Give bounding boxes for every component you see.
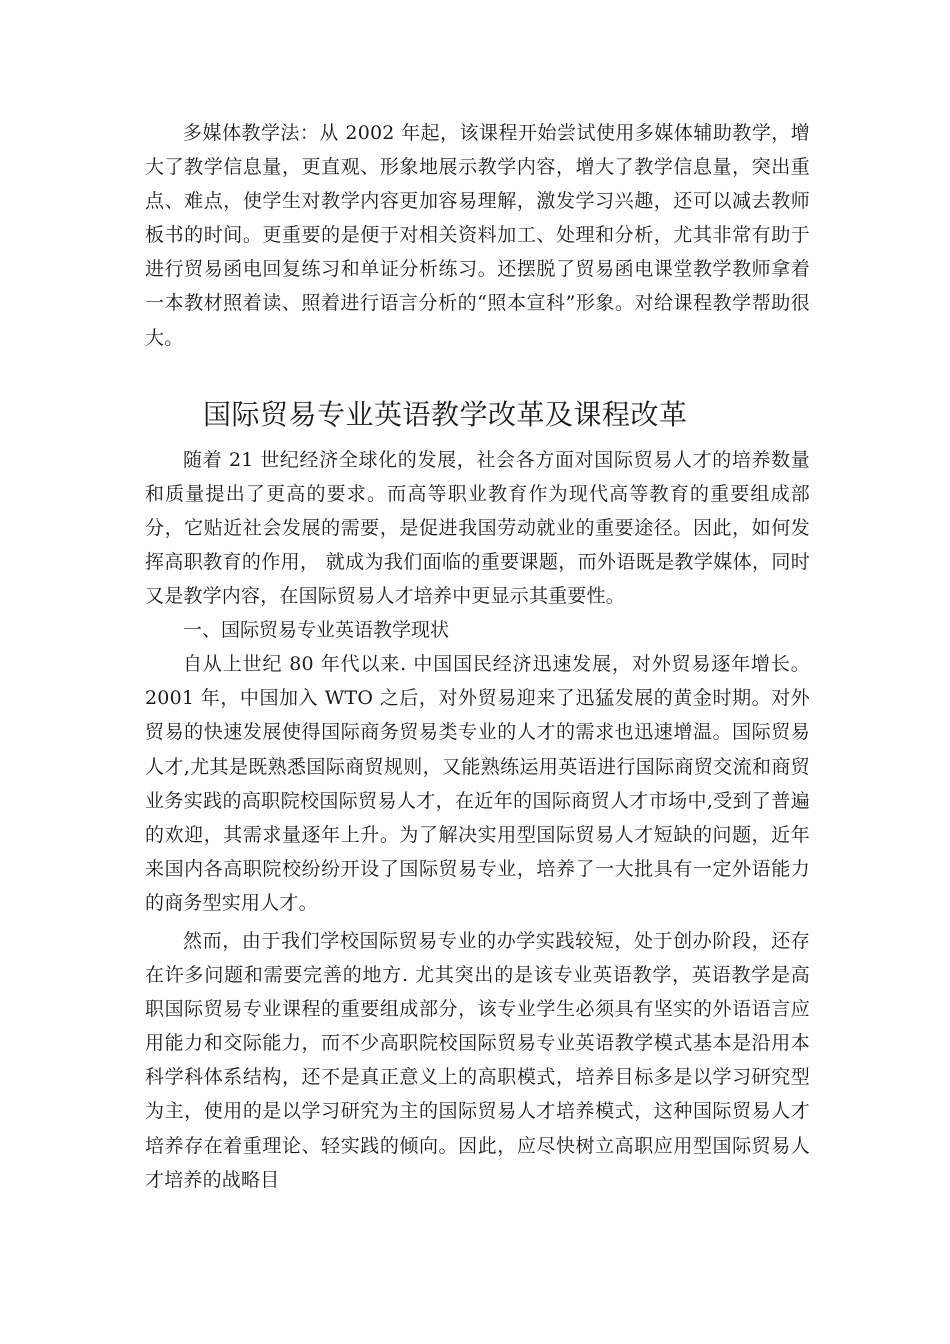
body-paragraph-1: 自从上世纪 80 年代以来. 中国国民经济迅速发展，对外贸易逐年增长。2001 年，中国加入 WTO 之后，对外贸易迎来了迅猛发展的黄金时期。对外贸易的快速发展使得国际商务贸易类专业的人才的需求也迅速增温。国际贸易人才,尤其是既熟悉国际商贸规则，又能熟练运用英语进行国际商贸交流和商贸业务实践的高职院校国际贸易人才，在近年的国际商贸人才市场中,受到了普遍的欢迎，其需求量逐年上升。为了解决实用型国际贸易人才短缺的问题，近年来国内各高职院校纷纷开设了国际贸易专业，培养了一大批具有一定外语能力的商务型实用人才。 [145, 653, 810, 914]
body-paragraph-2: 然而，由于我们学校国际贸易专业的办学实践较短，处于创办阶段，还存在许多问题和需要完善的地方. 尤其突出的是该专业英语教学，英语教学是高职国际贸易专业课程的重要组成部分，该专业学生必须具有坚实的外语语言应用能力和交际能力，而不少高职院校国际贸易专业英语教学模式基本是沿用本科学科体系结构，还不是真正意义上的高职模式，培养目标多是以学习研究型为主，使用的是以学习研究为主的国际贸易人才培养模式，这种国际贸易人才培养存在着重理论、轻实践的倾向。因此，应尽快树立高职应用型国际贸易人才培养的战略目 [145, 929, 810, 1191]
intro-paragraph: 随着 21 世纪经济全球化的发展，社会各方面对国际贸易人才的培养数量和质量提出了更高的要求。而高等职业教育作为现代高等教育的重要组成部分，它贴近社会发展的需要，是促进我国劳动就业的重要途径。因此，如何发挥高职教育的作用， 就成为我们面临的重要课题，而外语既是教学媒体，同时又是教学内容，在国际贸易人才培养中更显示其重要性。 [145, 448, 810, 608]
document-page [145, 116, 810, 1197]
multimedia-paragraph: 多媒体教学法：从 2002 年起，该课程开始尝试使用多媒体辅助教学，增大了教学信息量，更直观、形象地展示教学内容，增大了教学信息量，突出重点、难点，使学生对教学内容更加容易理解，激发学习兴趣，还可以减去教师板书的时间。更重要的是便于对相关资料加工、处理和分析，尤其非常有助于进行贸易函电回复练习和单证分析练习。还摆脱了贸易函电课堂教学教师拿着一本教材照着读、照着进行语言分析的“照本宣科”形象。对给课程教学帮助很大。 [145, 122, 810, 349]
section-title: 国际贸易专业英语教学改革及课程改革 [203, 397, 688, 431]
subsection-heading: 一、国际贸易专业英语教学现状 [183, 619, 450, 642]
